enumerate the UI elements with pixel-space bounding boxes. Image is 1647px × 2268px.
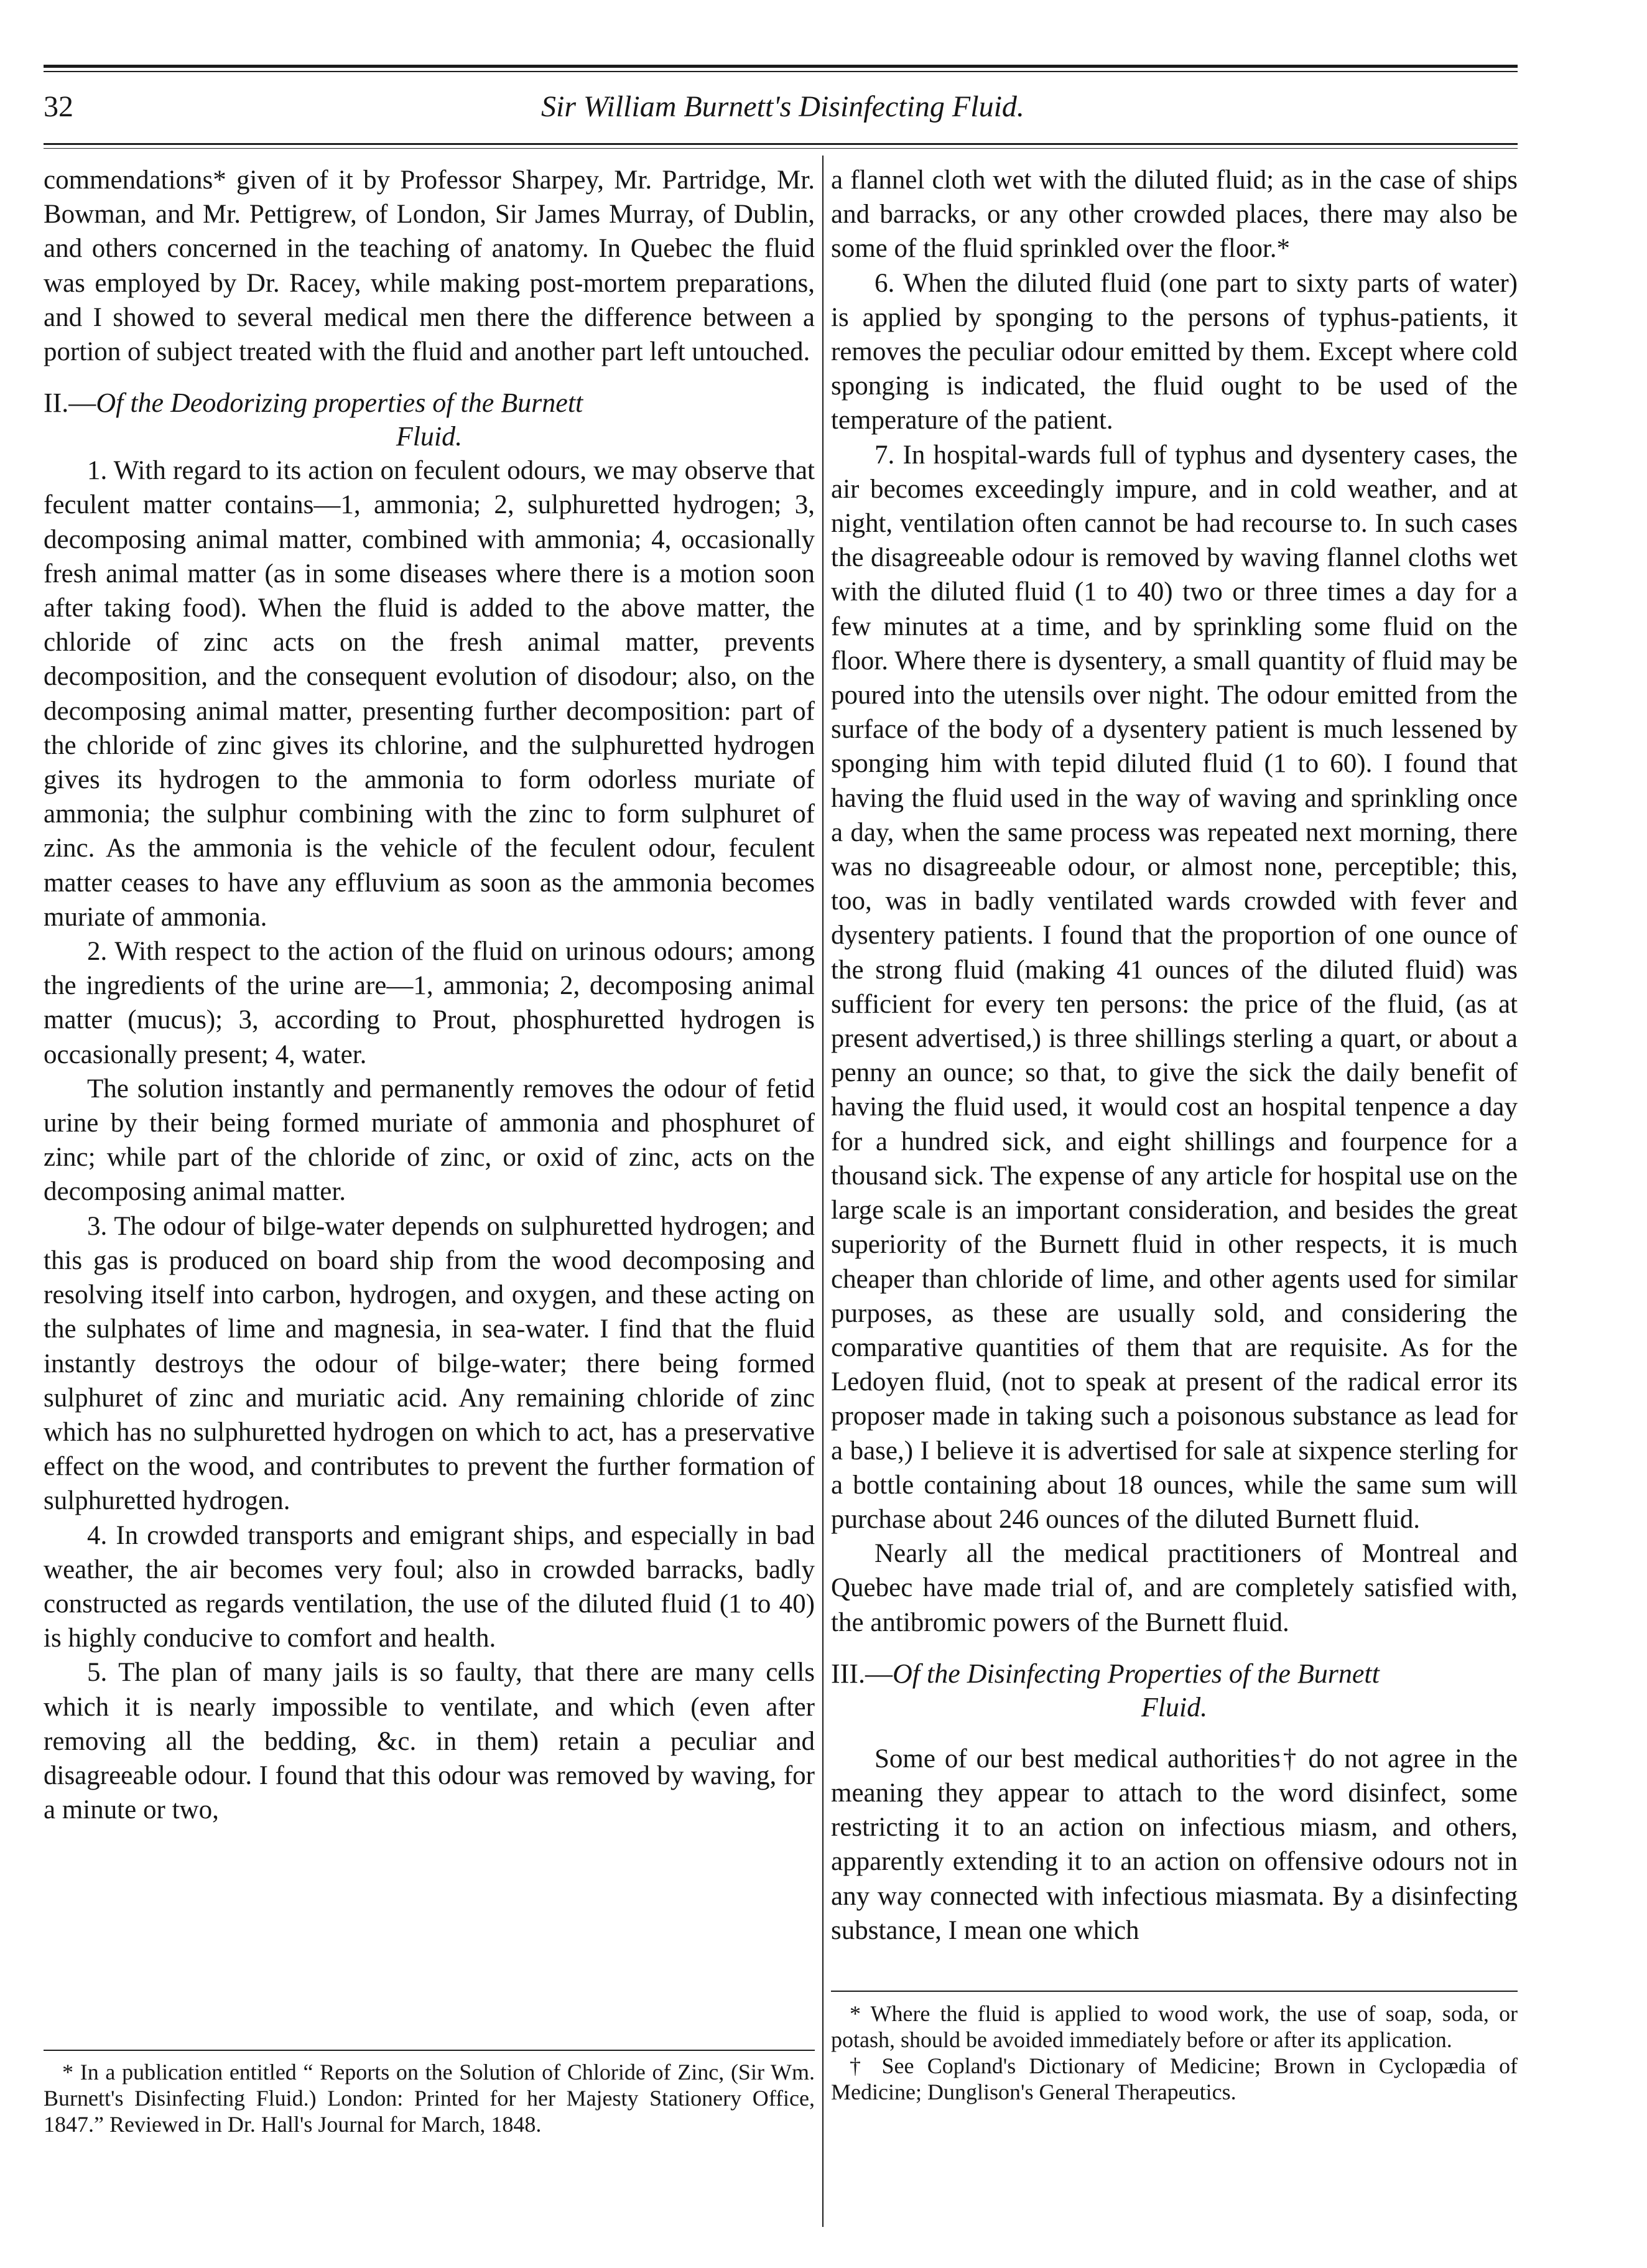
top-rule-thin (44, 71, 1518, 72)
running-title: Sir William Burnett's Disinfecting Fluid. (541, 90, 1024, 123)
left-column (44, 163, 815, 1827)
section-title-3-line1: Of the Disinfecting Properties of the Burnett (892, 1658, 1380, 1689)
column-divider (822, 156, 824, 2227)
right-paragraph-2: 6. When the diluted fluid (one part to sixty parts of water) is applied by sponging to the persons of typhus-patients, it removes the peculiar odour emitted by them. Except where cold sponging is indicated, the fluid ought to be used of the temperature of the patient. (831, 268, 1518, 435)
right-footnote-2: † See Copland's Dictionary of Medicine; Brown in Cyclopædia of Medicine; Dunglison's General Therapeutics. (831, 2053, 1518, 2104)
left-paragraph-6: 4. In crowded transports and emigrant ships, and especially in bad weather, the air becomes very foul; also in crowded barracks, badly constructed as regards ventilation, the use of the diluted fluid (1 to 40) is highly conducive to comfort and health. (44, 1520, 815, 1653)
section-title-2-line2: Fluid. (396, 421, 463, 452)
left-footnote (44, 2059, 815, 2137)
left-paragraph-2: 1. With regard to its action on feculent odours, we may observe that feculent matter contains—1, ammonia; 2, sulphuretted hydrogen; 3, decomposing animal matter, combined with ammonia; 4, occasionally fresh animal matter (as in some diseases where there is a motion soon after taking food). When the fluid is added to the above matter, the chloride of zinc acts on the fresh animal matter, prevents decomposition, and the consequent evolution of disodour; also, on the decomposing animal matter, presenting further decomposition: part of the chloride of zinc gives its chlorine, and the sulphuretted hydrogen gives its hydrogen to the ammonia to form odorless muriate of ammonia; the sulphur combining with the zinc to form sulphuret of zinc. As the ammonia is the vehicle of the feculent odour, feculent matter ceases to have any effluvium as soon as the ammonia becomes muriate of ammonia. (44, 456, 815, 932)
right-column (831, 163, 1518, 1948)
section-number-2: II.— (44, 388, 96, 419)
left-paragraph-4: The solution instantly and permanently removes the odour of fetid urine by their being formed muriate of ammonia and phosphuret of zinc; while part of the chloride of zinc, or oxid of zinc, acts on the decomposing animal matter. (44, 1074, 815, 1207)
left-paragraph-1: commendations* given of it by Professor Sharpey, Mr. Partridge, Mr. Bowman, and Mr. Pettigrew, of London, Sir James Murray, of Dublin, and others concerned in the teaching of anatomy. In Quebec the fluid was employed by Dr. Racey, while making post-mortem preparations, and I showed to several medical men there the difference between a portion of subject treated with the fluid and another part left untouched. (44, 165, 815, 367)
header-rule-thin (44, 148, 1518, 149)
right-paragraph-1: a flannel cloth wet with the diluted fluid; as in the case of ships and barracks, or any other crowded places, there may also be some of the fluid sprinkled over the floor.* (831, 165, 1518, 264)
left-paragraph-3: 2. With respect to the action of the fluid on urinous odours; among the ingredients of the urine are—1, ammonia; 2, decomposing animal matter (mucus); 3, according to Prout, phosphuretted hydrogen is occasionally present; 4, water. (44, 937, 815, 1069)
page-number: 32 (44, 90, 73, 123)
section-number-3: III.— (831, 1658, 893, 1689)
section-heading-2 (44, 386, 815, 453)
section-title-2-line1: Of the Deodorizing properties of the Burnett (96, 388, 583, 419)
top-rule (44, 65, 1518, 68)
right-paragraph-4: Nearly all the medical practitioners of Montreal and Quebec have made trial of, and are completely satisfied with, the antibromic powers of the Burnett fluid. (831, 1539, 1518, 1637)
section-heading-3 (831, 1657, 1518, 1724)
left-footnote-rule (44, 2050, 815, 2051)
running-header (44, 90, 1518, 133)
left-paragraph-5: 3. The odour of bilge-water depends on sulphuretted hydrogen; and this gas is produced on board ship from the wood decomposing and resolving itself into carbon, hydrogen, and oxygen, and these acting on the sulphates of lime and magnesia, in sea-water. I find that the fluid instantly destroys the odour of bilge-water; there being formed sulphuret of zinc and muriatic acid. Any remaining chloride of zinc which has no sulphuretted hydrogen on which to act, has a preservative effect on the wood, and contributes to prevent the further formation of sulphuretted hydrogen. (44, 1211, 815, 1516)
right-footnote-rule (831, 1991, 1518, 1992)
right-footnote-1: * Where the fluid is applied to wood work, the use of soap, soda, or potash, should be avoided immediately before or after its application. (831, 2001, 1518, 2052)
right-paragraph-3: 7. In hospital-wards full of typhus and dysentery cases, the air becomes exceedingly impure, and in cold weather, and at night, ventilation often cannot be had recourse to. In such cases the disagreeable odour is removed by waving flannel cloths wet with the diluted fluid (1 to 40) two or three times a day for a few minutes at a time, and by sprinkling some fluid on the floor. Where there is dysentery, a small quantity of fluid may be poured into the utensils over night. The odour emitted from the surface of the body of a dysentery patient is much lessened by sponging him with tepid diluted fluid (1 to 60). I found that having the fluid used in the way of waving and sprinkling once a day, when the same process was repeated next morning, there was no disagreeable odour, or almost none, perceptible; this, too, was in badly ventilated wards crowded with fever and dysentery patients. I found that the proportion of one ounce of the strong fluid (making 41 ounces of the diluted fluid) was sufficient for every ten persons: the price of the fluid, (as at present advertised,) is three shillings sterling a quart, or about a penny an ounce; so that, to give the sick the daily benefit of having the fluid used, it would cost an hospital tenpence a day for a hundred sick, and eight shillings and fourpence for a thousand sick. The expense of any article for hospital use on the large scale is an important consideration, and besides the great superiority of the Burnett fluid in other respects, it is much cheaper than chloride of lime, and other agents used for similar purposes, as these are usually sold, and considering the comparative quantities of them that are requisite. As for the Ledoyen fluid, (not to speak at present of the radical error its proposer made in taking such a poisonous substance as lead for a base,) I believe it is advertised for sale at sixpence sterling for a bottle containing about 18 ounces, while the same sum will purchase about 246 ounces of the diluted Burnett fluid. (831, 440, 1518, 1534)
left-paragraph-7: 5. The plan of many jails is so faulty, that there are many cells which it is nearly impossible to ventilate, and which (even after removing all the bedding, &c. in them) retain a peculiar and disagreeable odour. I found that this odour was removed by waving, for a minute or two, (44, 1658, 815, 1825)
right-paragraph-5: Some of our best medical authorities† do not agree in the meaning they appear to attach to the word disinfect, some restricting it to an action on infectious miasm, and others, apparently extending it to an action on offensive odours not in any way connected with infectious miasmata. By a disinfecting substance, I mean one which (831, 1744, 1518, 1945)
header-rule (44, 143, 1518, 145)
section-title-3-line2: Fluid. (1141, 1691, 1208, 1722)
left-footnote-text: * In a publication entitled “ Reports on the Solution of Chloride of Zinc, (Sir Wm. Burnett's Disinfecting Fluid.) London: Printed for her Majesty Stationery Office, 1847.” Reviewed in Dr. Hall's Journal for March, 1848. (44, 2060, 815, 2137)
right-footnotes (831, 2001, 1518, 2105)
